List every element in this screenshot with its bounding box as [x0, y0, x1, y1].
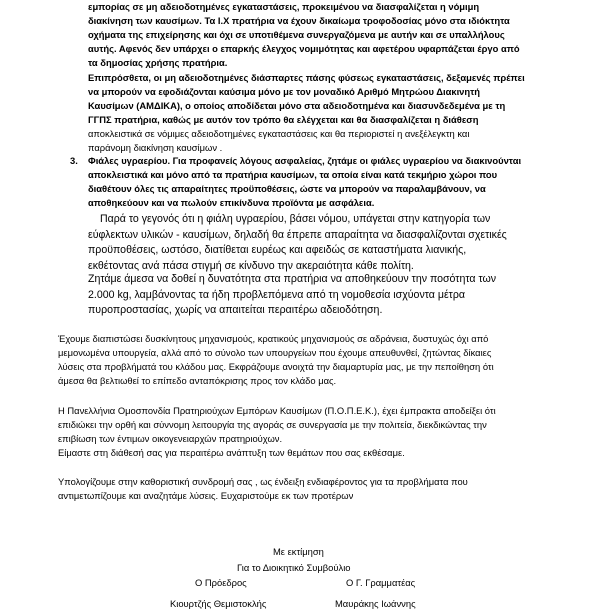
text-line: Φιάλες υγραερίου. Για προφανείς λόγους ασφαλείας, ζητάμε οι φιάλες υγραερίου να διακινούνται	[88, 155, 522, 166]
item2-mixed-text	[88, 71, 558, 156]
paragraph-text	[58, 475, 558, 503]
text-line: τα δημοσίας χρήσης πρατήρια.	[88, 57, 228, 69]
text-line: Έχουμε διαπιστώσει δυσκίνητους μηχανισμούς, κρατικούς μηχανισμούς σε αδράνεια, δυστυχώς όχι από	[58, 333, 489, 344]
text-line: Η Πανελλήνια Ομοσπονδία Πρατηριούχων Εμπόρων Καυσίμων (Π.Ο.Π.Ε.Κ.), έχει έμπρακτα αποδείξει ότι	[58, 405, 496, 416]
text-line: Υπολογίζουμε στην καθοριστική συνδρομή σας , ως ένδειξη ενδιαφέροντος για τα προβλήματα που	[58, 476, 468, 487]
text-line: να μπορούν να εφοδιάζονται καύσιμα μόνο με τον μοναδικό Αριθμό Μητρώου Διακινητή	[88, 86, 481, 98]
paragraph-thanks	[58, 475, 558, 503]
text-line: εκθέτοντας ανά πάσα στιγμή σε κίνδυνο την ακεραιότητα κάθε πολίτη.	[88, 259, 414, 272]
item3-bold-block	[88, 154, 558, 210]
item3-normal-block	[88, 212, 558, 274]
text-line: 2.000 kg, λαμβάνοντας τα ήδη προβλεπόμενα από τη νομοθεσία ισχύοντα μέτρα	[88, 288, 466, 301]
text-line: προϋποθέσεις, ωστόσο, διατίθεται ευρέως και αφειδώς σε καταστήματα λιανικής,	[88, 244, 467, 257]
item3-demand-block	[88, 272, 558, 319]
text-line: εύφλεκτων υλικών - καυσίμων, δηλαδή θα έπρεπε απαραίτητα να διασφαλίζονται σχετικές	[88, 228, 507, 241]
text-line: αποκλειστικά σε νόμιμες αδειοδοτημένες εγκαταστάσεις και θα περιοριστεί η ανεξέλεγκτη και	[88, 128, 470, 140]
president-name: Κιουρτζής Θεμιστοκλής	[170, 598, 267, 609]
text-line: Παρά το γεγονός ότι η φιάλη υγραερίου, βάσει νόμου, υπάγεται στην κατηγορία των	[100, 213, 491, 225]
item3-number: 3.	[70, 155, 78, 166]
on-behalf-text: Για το Διοικητικό Συμβούλιο	[237, 562, 351, 573]
text-line: διαθέτουν όλες τις απαραίτητες προϋποθέσεις, ώστε να μπορούν να παραλαμβάνουν, να	[88, 183, 486, 195]
text-line: Ζητάμε άμεσα να δοθεί η δυνατότητα στα πρατήρια να αποθηκεύουν την ποσότητα των	[88, 273, 497, 285]
text-line: αποθηκεύουν και να πωλούν επικίνδυνα προϊόντα με ασφάλεια.	[88, 197, 375, 209]
paragraph-popek	[58, 404, 558, 460]
president-title: Ο Πρόεδρος	[195, 577, 247, 588]
text-line: λύσεις στα προβλήματά του κλάδου μας. Εκφράζουμε ανοιχτά την διαμαρτυρία μας, με την πεποίθηση ότι	[58, 361, 494, 373]
item2-bold-text	[88, 0, 558, 70]
item2-mixed-block	[88, 71, 558, 156]
secretary-title: Ο Γ. Γραμματέας	[346, 577, 416, 588]
text-line: οχήματα της επιχείρησης και όχι σε υποτιθέμενα συνεργαζόμενα με αυτήν και σε υπαλλήλους	[88, 29, 505, 41]
text-line: πυροπροστασίας, χωρίς να απαιτείται περαιτέρω αδειοδότηση.	[88, 304, 383, 317]
item2-bold-block	[88, 0, 558, 70]
text-line: ΓΓΠΣ πρατήρια, καθώς με αυτόν τον τρόπο θα ελέγχεται και θα διασφαλίζεται η διάθεση	[88, 114, 479, 126]
item3-bold-text	[88, 154, 558, 210]
text-line: άμεσα θα βελτιωθεί το επίπεδο ανταπόκρισης προς τον κλάδο μας.	[58, 375, 337, 387]
text-line: αντιμετωπίζουμε και αναζητάμε λύσεις. Ευχαριστούμε εκ των προτέρων	[58, 490, 354, 502]
text-line: Καυσίμων (ΑΜΔΙΚΑ), ο οποίος αποδίδεται μόνο στα αδειοδοτημένα και διασυνδεδεμένα με τη	[88, 100, 506, 112]
paragraph-text	[58, 404, 558, 460]
text-line: αποκλειστικά και μόνο από τα πρατήρια καυσίμων, τα οποία είναι κατά τεκμήριο χώροι που	[88, 169, 498, 181]
item3-normal-text	[88, 212, 558, 274]
text-line: μεμονωμένα υπουργεία, αλλά από το σύνολο των υπουργείων που έχουμε απευθυνθεί, ζητώντας δίκαιες	[58, 347, 492, 359]
text-line: αυτής. Αφενός δεν υπάρχει ο επαρκής έλεγχος νομιμότητας και αφετέρου υφαρπάζεται έργο από	[88, 43, 520, 55]
paragraph-text	[58, 332, 558, 388]
secretary-name: Μαυράκης Ιωάννης	[335, 598, 416, 609]
text-line: επιδιώκει την ορθή και σύννομη λειτουργία της αγοράς σε συνεργασία με την πολιτεία, διεκδικώντας την	[58, 419, 487, 431]
item3-demand-text	[88, 272, 558, 319]
text-line: Επιπρόσθετα, οι μη αδειοδοτημένες διάσπαρτες πάσης φύσεως εγκαταστάσεις, δεξαμενές πρέπει	[88, 72, 525, 83]
paragraph-complaint	[58, 332, 558, 388]
text-line: διακίνηση των καυσίμων. Τα Ι.Χ πρατήρια να έχουν δικαίωμα τροφοδοσίας μόνο στα ιδιόκτητα	[88, 15, 510, 27]
text-line: Είμαστε στη διάθεσή σας για περαιτέρω ανάπτυξη των θεμάτων που σας εκθέσαμε.	[58, 447, 405, 459]
text-line: παράνομη διακίνηση καυσίμων .	[88, 142, 223, 154]
text-line: επιβίωση των έντιμων οικογενειαρχών πρατηριούχων.	[58, 433, 283, 445]
text-line: εμπορίας σε μη αδειοδοτημένες εγκαταστάσεις, προκειμένου να διασφαλίζεται η νόμιμη	[88, 1, 480, 12]
closing-text: Με εκτίμηση	[273, 546, 324, 557]
